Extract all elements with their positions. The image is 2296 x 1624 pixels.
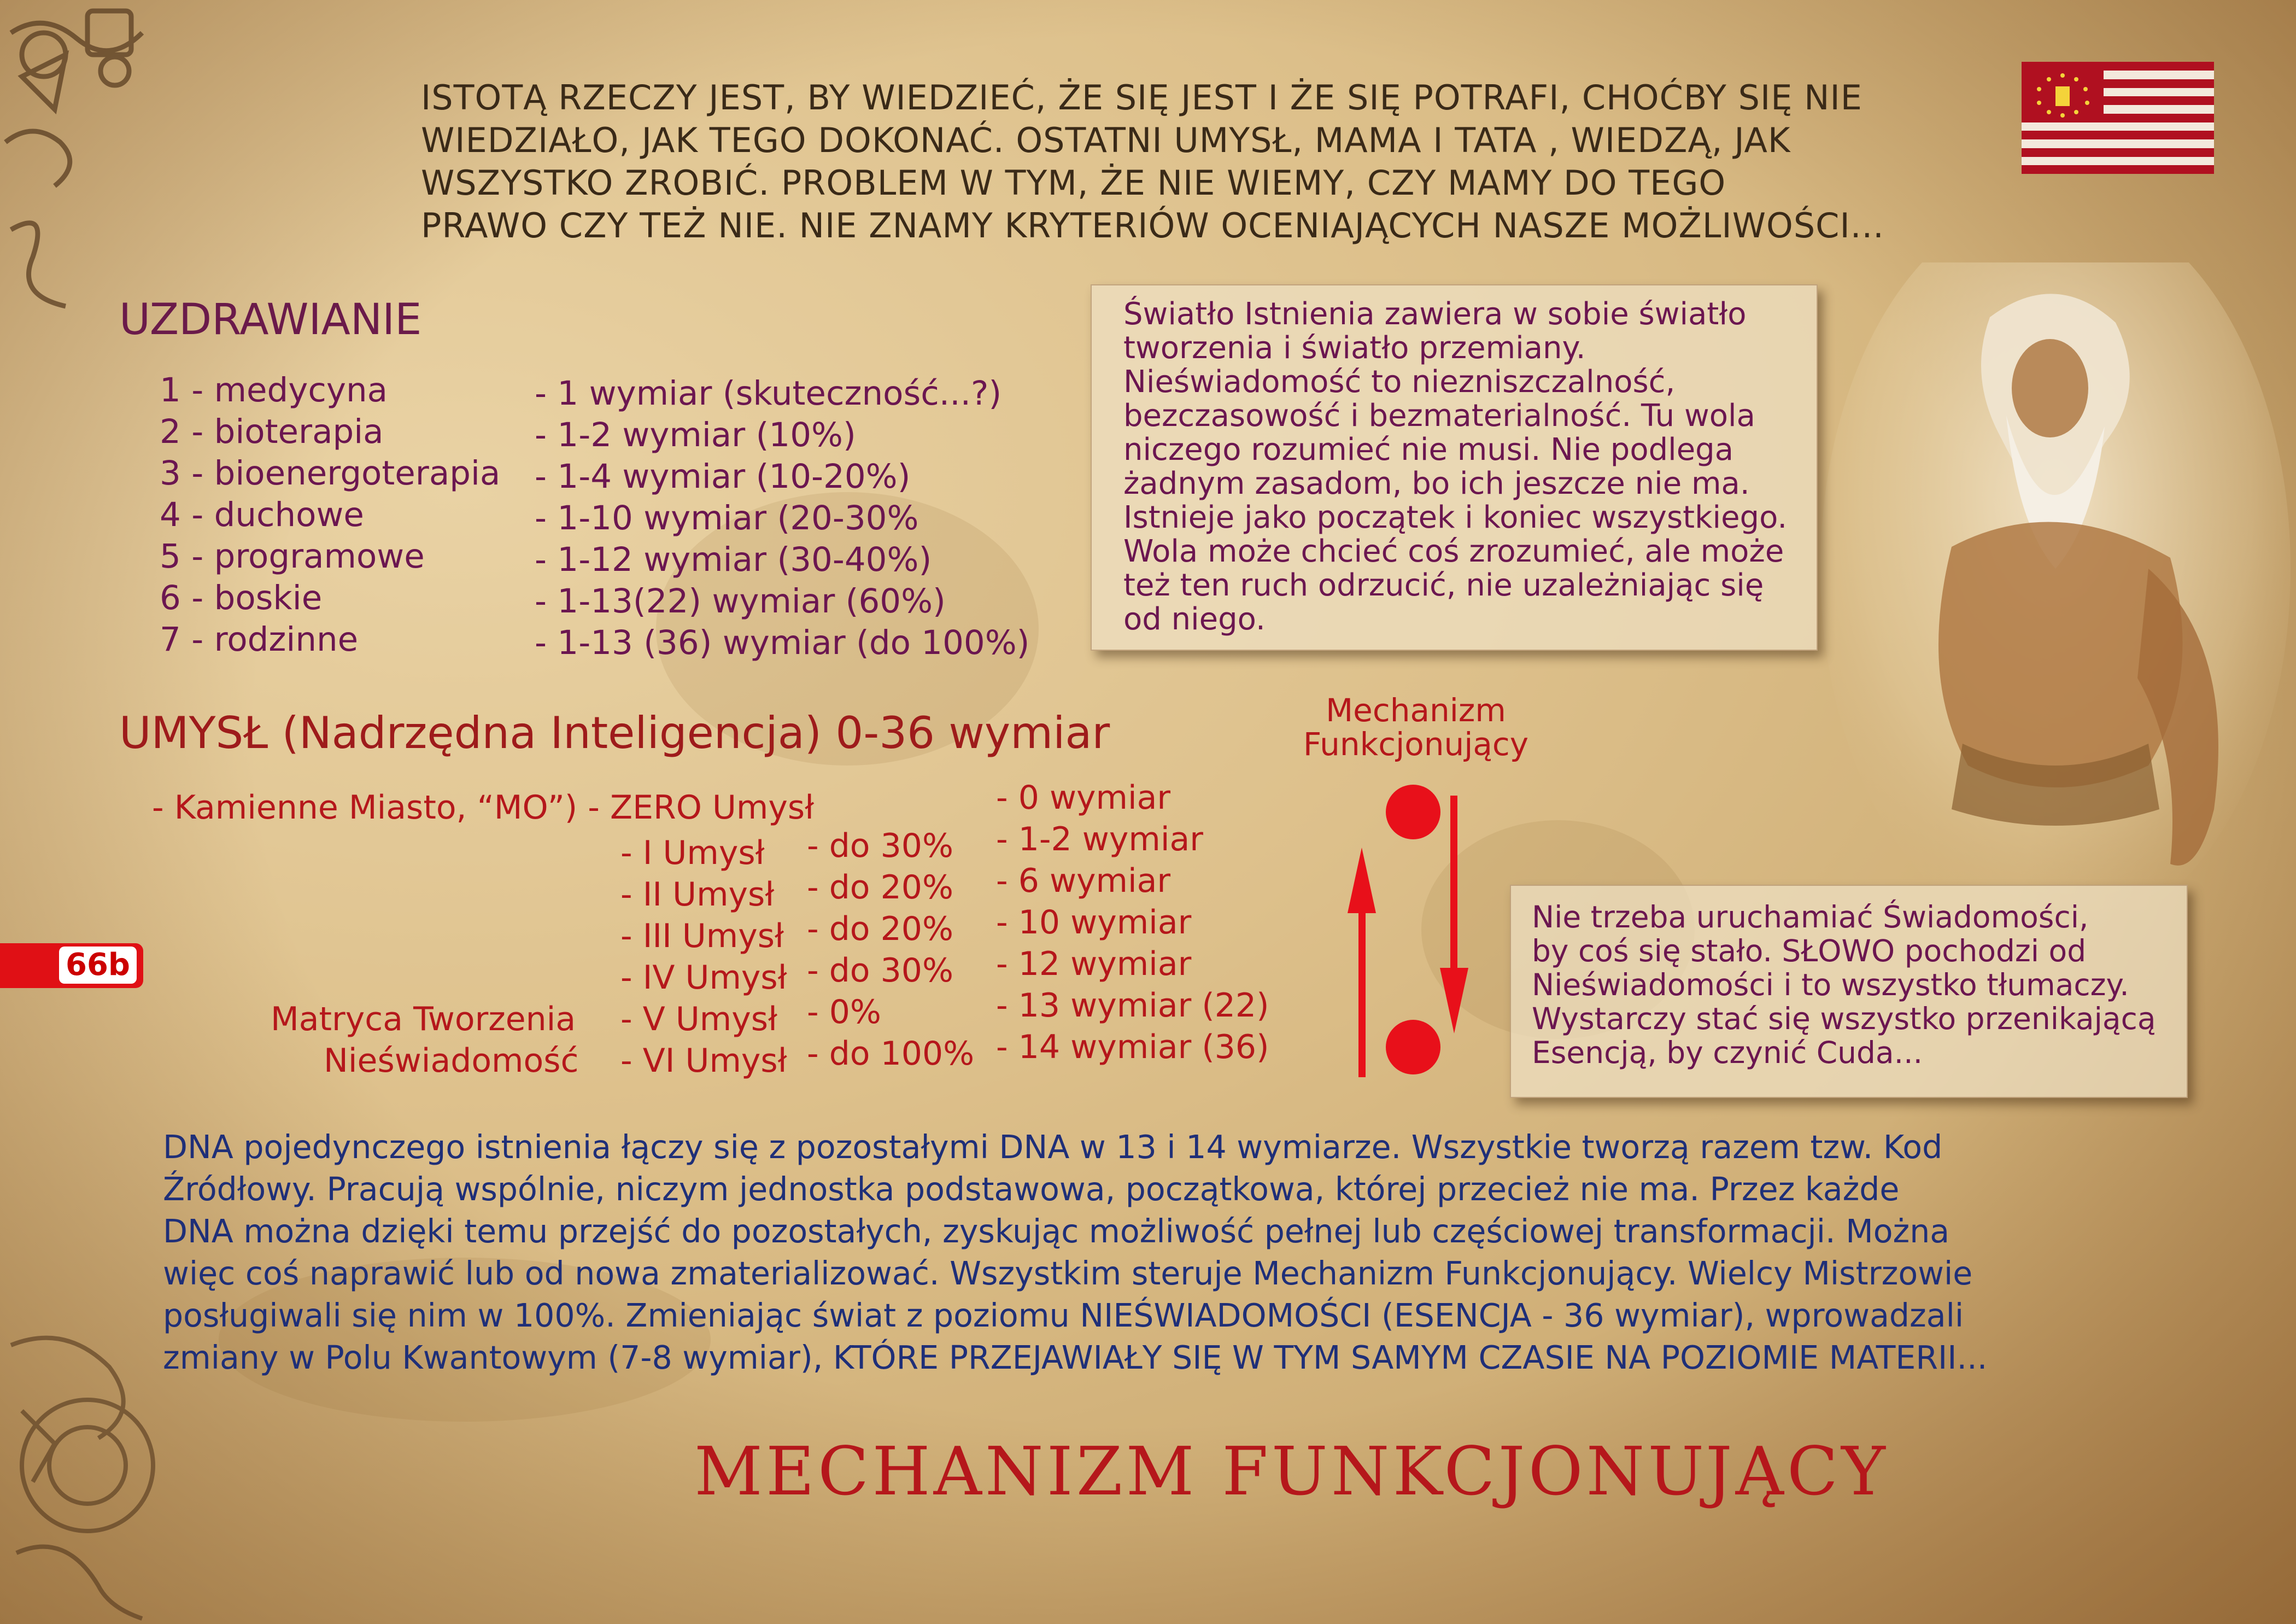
mind-level: - II Umysł — [620, 875, 775, 914]
healing-item-name: 7 - rodzinne — [160, 620, 359, 659]
light-of-existence-box — [1091, 284, 1818, 651]
mind-level: - IV Umysł — [620, 959, 787, 997]
flag-icon — [2022, 62, 2214, 174]
dna-line: Źródłowy. Pracują wspólnie, niczym jednostka podstawowa, początkowa, której przecież nie ma. Przez każde — [163, 1171, 1900, 1208]
intro-paragraph — [421, 77, 1897, 247]
dimension-value: - 10 wymiar — [996, 903, 1192, 942]
healing-item-range: - 1-13 (36) wymiar (do 100%) — [535, 623, 1030, 662]
dimension-value: - 14 wymiar (36) — [996, 1028, 1269, 1066]
light-box-line: Wola może chcieć coś zrozumieć, ale może — [1123, 534, 1784, 569]
mechanism-label-line: Funkcjonujący — [1303, 726, 1529, 763]
mind-level: - I Umysł — [620, 834, 765, 872]
light-box-line: Istnieje jako początek i koniec wszystkiego. — [1123, 500, 1788, 535]
page-title: MECHANIZM FUNKCJONUJĄCY — [694, 1433, 1889, 1510]
mind-level: - III Umysł — [620, 917, 784, 955]
mind-prefix: Matryca Tworzenia — [271, 1000, 576, 1038]
word-box-line: Nieświadomości i to wszystko tłumaczy. — [1532, 967, 2129, 1002]
stone-city-row: - Kamienne Miasto, “MO”) - ZERO Umysł — [152, 788, 815, 827]
light-box-line: bezczasowość i bezmaterialność. Tu wola — [1123, 398, 1755, 434]
dna-line: posługiwali się nim w 100%. Zmieniając świat z poziomu NIEŚWIADOMOŚCI (ESENCJA - 36 wymiar), wprowadzali — [163, 1297, 1964, 1334]
dna-paragraph — [163, 1126, 2186, 1379]
dna-line: DNA pojedynczego istnienia łączy się z pozostałymi DNA w 13 i 14 wymiarze. Wszystkie tworzą razem tzw. Kod — [163, 1129, 1943, 1166]
light-box-line: też ten ruch odrzucić, nie uzależniając się — [1123, 568, 1764, 603]
healing-item-range: - 1 wymiar (skuteczność...?) — [535, 374, 1002, 413]
light-box-line: żadnym zasadom, bo ich jeszcze nie ma. — [1123, 466, 1750, 501]
mechanism-label — [1274, 693, 1558, 761]
word-box-line: Nie trzeba uruchamiać Świadomości, — [1532, 899, 2089, 934]
word-box-line: by coś się stało. SŁOWO pochodzi od — [1532, 933, 2087, 968]
word-box-line: Esencją, by czynić Cuda... — [1532, 1035, 1923, 1070]
light-box-line: tworzenia i światło przemiany. — [1123, 330, 1586, 366]
dna-line: DNA można dzięki temu przejść do pozostałych, zyskując możliwość pełnej lub częściowej transformacji. Można — [163, 1213, 1950, 1250]
light-box-line: od niego. — [1123, 601, 1266, 637]
dna-line: więc coś naprawić lub od nowa zmaterializować. Wszystkim steruje Mechanizm Funkcjonujący. Wielcy Mistrzowie — [163, 1255, 1973, 1292]
word-box-line: Wystarczy stać się wszystko przenikającą — [1532, 1001, 2156, 1036]
word-box — [1510, 885, 2188, 1098]
bottom-dot-icon — [1386, 1020, 1440, 1074]
mechanism-diagram — [1323, 771, 1487, 1077]
mind-percent: - do 30% — [807, 827, 953, 865]
healing-title: UZDRAWIANIE — [119, 295, 422, 344]
intro-line: WSZYSTKO ZROBIĆ. PROBLEM W TYM, ŻE NIE WIEMY, CZY MAMY DO TEGO — [421, 163, 1726, 203]
top-dot-icon — [1386, 785, 1440, 839]
healing-item-range: - 1-2 wymiar (10%) — [535, 416, 856, 454]
healing-item-range: - 1-10 wymiar (20-30% — [535, 499, 919, 538]
dimension-value: - 6 wymiar — [996, 862, 1171, 900]
light-box-line: Światło Istnienia zawiera w sobie światło — [1123, 296, 1747, 332]
down-arrow-icon — [1440, 796, 1468, 1033]
healing-item-name: 4 - duchowe — [160, 495, 364, 534]
page-badge — [0, 943, 143, 988]
dimension-value: - 1-2 wymiar — [996, 820, 1203, 858]
healing-item-name: 3 - bioenergoterapia — [160, 454, 501, 493]
mind-level: - VI Umysł — [620, 1042, 787, 1080]
mind-percent: - do 30% — [807, 951, 953, 990]
page-number: 66b — [59, 947, 137, 984]
intro-line: ISTOTĄ RZECZY JEST, BY WIEDZIEĆ, ŻE SIĘ JEST I ŻE SIĘ POTRAFI, CHOĆBY SIĘ NIE — [421, 78, 1862, 118]
light-box-line: niczego rozumieć nie musi. Nie podlega — [1123, 432, 1734, 468]
healing-item-range: - 1-13(22) wymiar (60%) — [535, 582, 946, 621]
ornament-bottom-left-icon — [0, 1301, 180, 1624]
intro-line: WIEDZIAŁO, JAK TEGO DOKONAĆ. OSTATNI UMYSŁ, MAMA I TATA , WIEDZĄ, JAK — [421, 120, 1791, 160]
healing-item-name: 2 - bioterapia — [160, 412, 384, 451]
dna-line: zmiany w Polu Kwantowym (7-8 wymiar), KTÓRE PRZEJAWIAŁY SIĘ W TYM SAMYM CZASIE NA POZIOMIE MATERII... — [163, 1339, 1988, 1376]
mind-prefix: Nieświadomość — [324, 1042, 579, 1080]
dimension-value: - 13 wymiar (22) — [996, 986, 1269, 1025]
light-box-line: Nieświadomość to niezniszczalność, — [1123, 364, 1676, 400]
mind-percent: - do 100% — [807, 1035, 975, 1073]
healing-item-name: 6 - boskie — [160, 579, 323, 617]
intro-line: PRAWO CZY TEŻ NIE. NIE ZNAMY KRYTERIÓW OCENIAJĄCYCH NASZE MOŻLIWOŚCI... — [421, 206, 1884, 246]
up-arrow-icon — [1348, 848, 1376, 1077]
dimension-value: - 0 wymiar — [996, 779, 1171, 817]
healing-item-range: - 1-12 wymiar (30-40%) — [535, 540, 932, 579]
mind-title: UMYSŁ (Nadrzędna Inteligencja) 0-36 wymiar — [119, 708, 1110, 758]
mind-level: - V Umysł — [620, 1000, 778, 1038]
mechanism-label-line: Mechanizm — [1326, 692, 1506, 729]
ornament-top-left-icon — [0, 0, 180, 339]
healing-item-range: - 1-4 wymiar (10-20%) — [535, 457, 911, 496]
dimension-value: - 12 wymiar — [996, 945, 1192, 983]
elder-figure-icon — [1820, 262, 2291, 990]
mind-percent: - 0% — [807, 993, 881, 1031]
mind-percent: - do 20% — [807, 868, 953, 907]
mind-percent: - do 20% — [807, 910, 953, 948]
healing-item-name: 5 - programowe — [160, 537, 425, 576]
healing-item-name: 1 - medycyna — [160, 371, 388, 410]
